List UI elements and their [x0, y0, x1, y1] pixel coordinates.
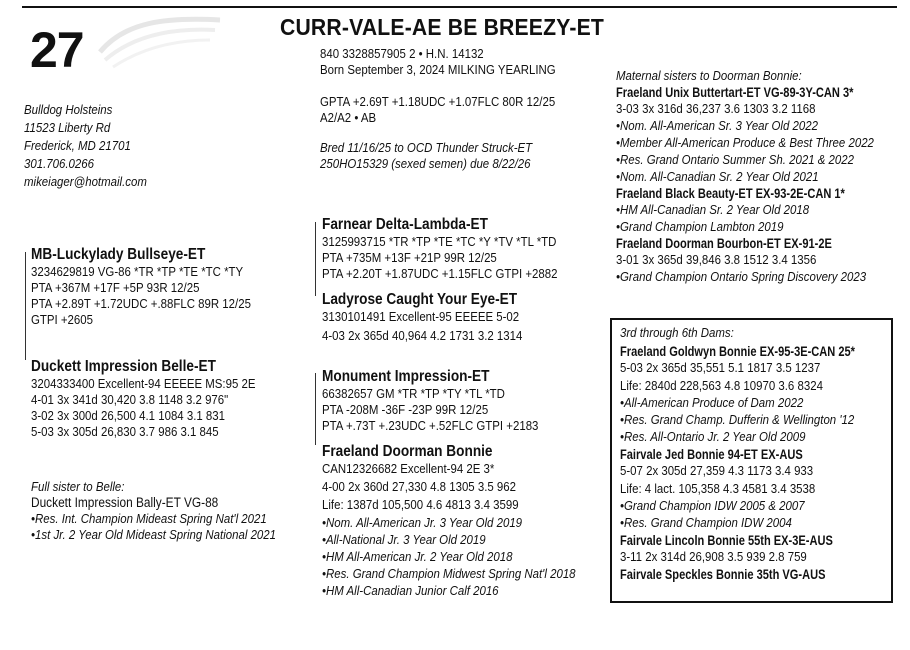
doorman-honor: •HM All-American Jr. 2 Year Old 2018: [322, 549, 513, 564]
goldwyn-honor: •All-American Produce of Dam 2022: [620, 395, 804, 410]
farnear-line: PTA +735M +13F +21P 99R 12/25: [322, 250, 497, 265]
jed-line: 5-07 2x 305d 27,359 4.3 1173 3.4 933: [620, 463, 814, 478]
goldwyn-name: Fraeland Goldwyn Bonnie EX-95-3E-CAN 25*: [620, 344, 855, 359]
buttertart-honor: •Res. Grand Ontario Summer Sh. 2021 & 2022: [616, 152, 855, 167]
goldwyn-line: 5-03 2x 365d 35,551 5.1 1817 3.5 1237: [620, 360, 821, 375]
doorman-honor: •Res. Grand Champion Midwest Spring Nat'l 2018: [322, 566, 576, 581]
granddam-line: 3-02 3x 300d 26,500 4.1 1084 3.1 831: [31, 408, 226, 423]
buttertart-name: Fraeland Unix Buttertart-ET VG-89-3Y-CAN 3*: [616, 85, 854, 100]
header-line: A2/A2 • AB: [320, 110, 377, 125]
goldwyn-honor: •Res. Grand Champ. Dufferin & Wellington '12: [620, 412, 855, 427]
page-title: [280, 14, 632, 40]
lincoln-name: Fairvale Lincoln Bonnie 55th EX-3E-AUS: [620, 533, 833, 548]
doorman-honor: •All-National Jr. 3 Year Old 2019: [322, 532, 486, 547]
granddam-block: [31, 357, 286, 440]
top-rule: [22, 6, 897, 8]
monument-block: [322, 367, 568, 434]
granddam-line: 5-03 3x 305d 26,830 3.7 986 3.1 845: [31, 424, 219, 439]
speckles-name: Fairvale Speckles Bonnie 35th VG-AUS: [620, 567, 826, 582]
farnear-line: PTA +2.20T +1.87UDC +1.15FLC GTPI +2882: [322, 266, 558, 281]
doorman-honor: •HM All-Canadian Junior Calf 2016: [322, 583, 499, 598]
black-beauty-honor: •HM All-Canadian Sr. 2 Year Old 2018: [616, 202, 810, 217]
doorman-block: [322, 442, 610, 599]
monument-line: PTA +.73T +.23UDC +.52FLC GTPI +2183: [322, 418, 539, 433]
bourbon-name: Fraeland Doorman Bourbon-ET EX-91-2E: [616, 236, 832, 251]
doorman-line: CAN12326682 Excellent-94 2E 3*: [322, 461, 495, 476]
buttertart-honor: •Nom. All-Canadian Sr. 2 Year Old 2021: [616, 169, 819, 184]
maternal-sisters-label: Maternal sisters to Doorman Bonnie:: [616, 68, 802, 83]
ladyrose-line: 4-03 2x 365d 40,964 4.2 1731 3.2 1314: [322, 328, 523, 343]
jed-honor: •Grand Champion IDW 2005 & 2007: [620, 498, 805, 513]
header-info: [320, 46, 588, 172]
sire-name: MB-Luckylady Bullseye-ET: [31, 246, 206, 263]
consignor-email: mikeiager@hotmail.com: [24, 174, 147, 189]
consignor-line: Bulldog Holsteins: [24, 102, 113, 117]
dams-box-content: [620, 325, 907, 583]
header-line: 250HO15329 (sexed semen) due 8/22/26: [320, 156, 531, 171]
jed-honor: •Res. Grand Champion IDW 2004: [620, 515, 792, 530]
decorative-swoosh-icon: [95, 12, 225, 72]
consignor-line: 301.706.0266: [24, 156, 94, 171]
pedigree-bracket: [25, 252, 26, 360]
goldwyn-honor: •Res. All-Ontario Jr. 2 Year Old 2009: [620, 429, 806, 444]
dams-box-label: 3rd through 6th Dams:: [620, 325, 734, 340]
farnear-block: [322, 215, 590, 282]
goldwyn-line: Life: 2840d 228,563 4.8 10970 3.6 8324: [620, 378, 823, 393]
sire-block: [31, 245, 281, 328]
granddam-name: Duckett Impression Belle-ET: [31, 358, 216, 375]
lot-number: 27: [30, 22, 84, 78]
full-sister-label: Full sister to Belle:: [31, 479, 125, 494]
full-sister-honor: •1st Jr. 2 Year Old Mideast Spring National 2021: [31, 527, 277, 542]
buttertart-line: 3-03 3x 316d 36,237 3.6 1303 3.2 1168: [616, 101, 816, 116]
monument-line: 66382657 GM *TR *TP *TY *TL *TD: [322, 386, 505, 401]
full-sister-honor: •Res. Int. Champion Mideast Spring Nat'l 2021: [31, 511, 267, 526]
title-text: CURR-VALE-AE BE BREEZY-ET: [280, 14, 604, 40]
ladyrose-block: [322, 290, 550, 344]
ladyrose-line: 3130101491 Excellent-95 EEEEE 5-02: [322, 309, 520, 324]
jed-line: Life: 4 lact. 105,358 4.3 4581 3.4 3538: [620, 481, 816, 496]
maternal-sisters-block: [616, 68, 909, 285]
pedigree-bracket: [315, 373, 316, 445]
pedigree-bracket: [315, 222, 316, 296]
jed-name: Fairvale Jed Bonnie 94-ET EX-AUS: [620, 447, 803, 462]
doorman-name: Fraeland Doorman Bonnie: [322, 443, 493, 460]
full-sister-block: [31, 479, 309, 543]
header-line: GPTA +2.69T +1.18UDC +1.07FLC 80R 12/25: [320, 94, 556, 109]
doorman-line: 4-00 2x 360d 27,330 4.8 1305 3.5 962: [322, 479, 517, 494]
bourbon-line: 3-01 3x 365d 39,846 3.8 1512 3.4 1356: [616, 252, 817, 267]
consignor-line: Frederick, MD 21701: [24, 138, 131, 153]
farnear-name: Farnear Delta-Lambda-ET: [322, 216, 489, 233]
consignor-line: 11523 Liberty Rd: [24, 120, 111, 135]
consignor-block: [24, 101, 164, 191]
sire-line: PTA +2.89T +1.72UDC +.88FLC 89R 12/25: [31, 296, 251, 311]
black-beauty-honor: •Grand Champion Lambton 2019: [616, 219, 784, 234]
ladyrose-name: Ladyrose Caught Your Eye-ET: [322, 291, 518, 308]
black-beauty-name: Fraeland Black Beauty-ET EX-93-2E-CAN 1*: [616, 186, 845, 201]
monument-name: Monument Impression-ET: [322, 368, 490, 385]
doorman-line: Life: 1387d 105,500 4.6 4813 3.4 3599: [322, 497, 519, 512]
buttertart-honor: •Nom. All-American Sr. 3 Year Old 2022: [616, 118, 818, 133]
sire-line: PTA +367M +17F +5P 93R 12/25: [31, 280, 200, 295]
farnear-line: 3125993715 *TR *TP *TE *TC *Y *TV *TL *TD: [322, 234, 557, 249]
header-line: 840 3328857905 2 • H.N. 14132: [320, 46, 484, 61]
lincoln-line: 3-11 2x 314d 26,908 3.5 939 2.8 759: [620, 549, 807, 564]
granddam-line: 4-01 3x 341d 30,420 3.8 1148 3.2 976": [31, 392, 229, 407]
full-sister-name: Duckett Impression Bally-ET VG-88: [31, 495, 219, 510]
sire-line: 3234629819 VG-86 *TR *TP *TE *TC *TY: [31, 264, 244, 279]
granddam-line: 3204333400 Excellent-94 EEEEE MS:95 2E: [31, 376, 256, 391]
buttertart-honor: •Member All-American Produce & Best Three 2022: [616, 135, 874, 150]
monument-line: PTA -208M -36F -23P 99R 12/25: [322, 402, 489, 417]
header-line: Born September 3, 2024 MILKING YEARLING: [320, 62, 556, 77]
bourbon-honor: •Grand Champion Ontario Spring Discovery 2023: [616, 269, 867, 284]
doorman-honor: •Nom. All-American Jr. 3 Year Old 2019: [322, 515, 523, 530]
header-line: Bred 11/16/25 to OCD Thunder Struck-ET: [320, 140, 533, 155]
sire-line: GTPI +2605: [31, 312, 94, 327]
